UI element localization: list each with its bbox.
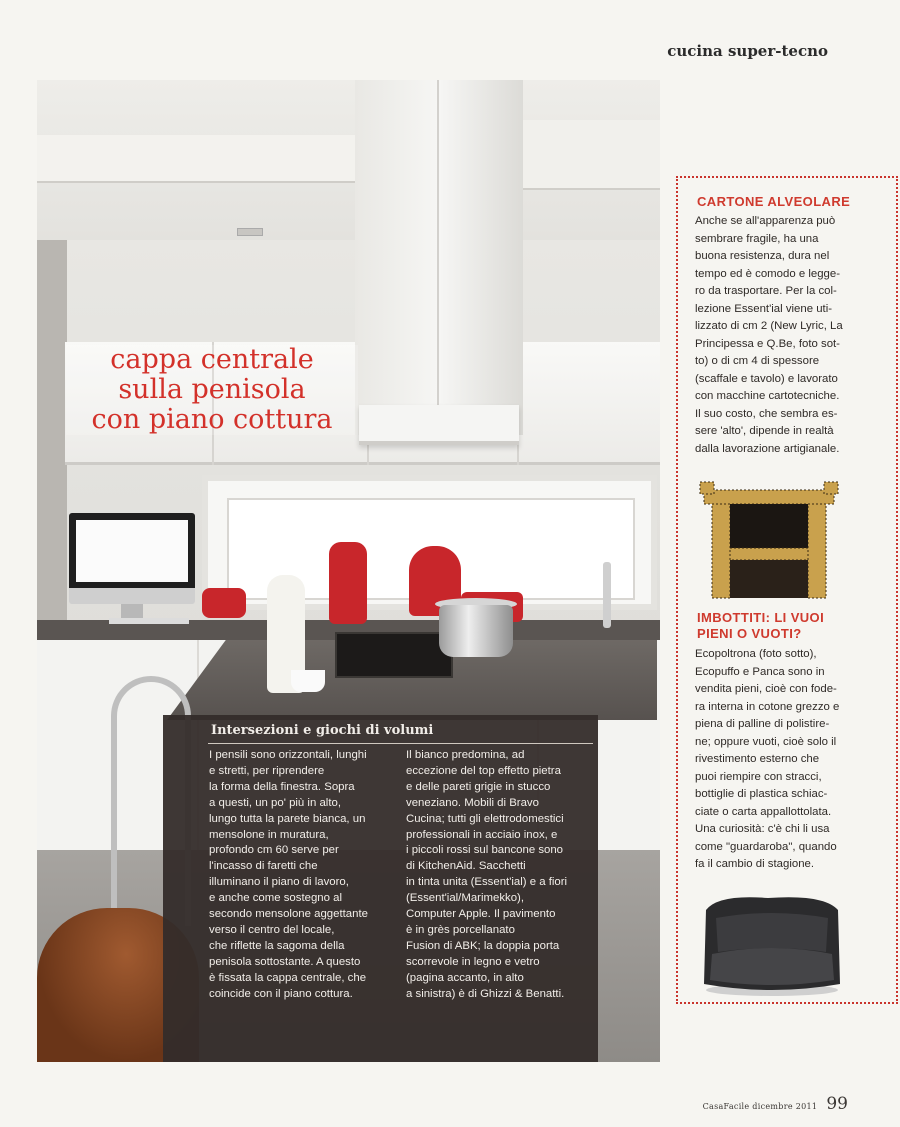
section-title: cucina super-tecno: [667, 42, 828, 60]
sidebar-heading-imbottiti: IMBOTTITI: LI VUOI PIENI O VUOTI?: [697, 610, 825, 641]
page-number: 99: [826, 1094, 848, 1114]
sidebar-text-cartone: Anche se all'apparenza può sembrare fragile, ha una buona resistenza, dura nel tempo ed è comodo e legge- ro da trasportare. Per la col- lezione Essent'ial viene uti- lizzato di cm 2 (New Lyric, La Principessa e Q.Be, foto sot- to) o di cm 4 di spessore (scaffale e tavolo) e lavorato con macchine cartotecniche. Il suo costo, che sembra es- sere 'alto', dipende in realtà dalla lavorazione artigianale.: [695, 215, 843, 455]
sidebar-heading-cartone: CARTONE ALVEOLARE: [697, 194, 851, 209]
magazine-issue: CasaFacile dicembre 2011: [702, 1102, 818, 1111]
ecopoltrona-photo: [698, 892, 845, 998]
text-column-1: I pensili sono orizzontali, lunghi e stretti, per riprendere la forma della finestra. Sopra a questi, un po' più in alto, lungo tutta la parete bianca, un mensolone in muratura, profondo cm 60 serve per l'incasso di faretti che illuminano il piano di lavoro, e anche come sostegno al secondo mensolone aggettante verso il centro del locale, che riflette la sagoma della penisola sottostante. A questo è fissata la cappa centrale, che coincide con il piano cottura.: [209, 749, 368, 1000]
page-footer: [703, 1094, 848, 1114]
steel-pot: [439, 605, 513, 657]
photo-caption: cappa centrale sulla penisola con piano cottura: [66, 345, 358, 435]
cardboard-shelf-photo: [698, 478, 840, 604]
panel-title: Intersezioni e giochi di volumi: [211, 723, 434, 738]
text-column-2: Il bianco predomina, ad eccezione del top effetto pietra e delle pareti grigie in stucco veneziano. Mobili di Bravo Cucina; tutti gli elettrodomestici professionali in acciaio inox, e i piccoli rossi sul bancone sono di KitchenAid. Sacchetti in tinta unita (Essent'ial) e a fiori (Essent'ial/Marimekko), Computer Apple. Il pavimento è in grès porcellanato Fusion di ABK; la doppia porta scorrevole in legno e vetro (pagina accanto, in alto a sinistra) è di Ghizzi & Benatti.: [406, 749, 568, 1000]
cooktop: [335, 632, 453, 678]
article-text-panel: [163, 715, 598, 1062]
red-blender: [329, 542, 367, 624]
red-appliance: [202, 588, 246, 618]
sidebar-box: [676, 176, 898, 1004]
sidebar-text-imbottiti: Ecopoltrona (foto sotto), Ecopuffo e Panca sono in vendita pieni, cioè con fode- ra interna in cotone grezzo e piena di palline di polistire- ne; oppure vuoti, cioè solo il rivestimento esterno che puoi riempire con stracci, bottiglie di plastica schiac- ciate o carta appallottolata. Una curiosità: c'è chi li usa come "guardaroba", quando fa il cambio di stagione.: [695, 648, 840, 870]
